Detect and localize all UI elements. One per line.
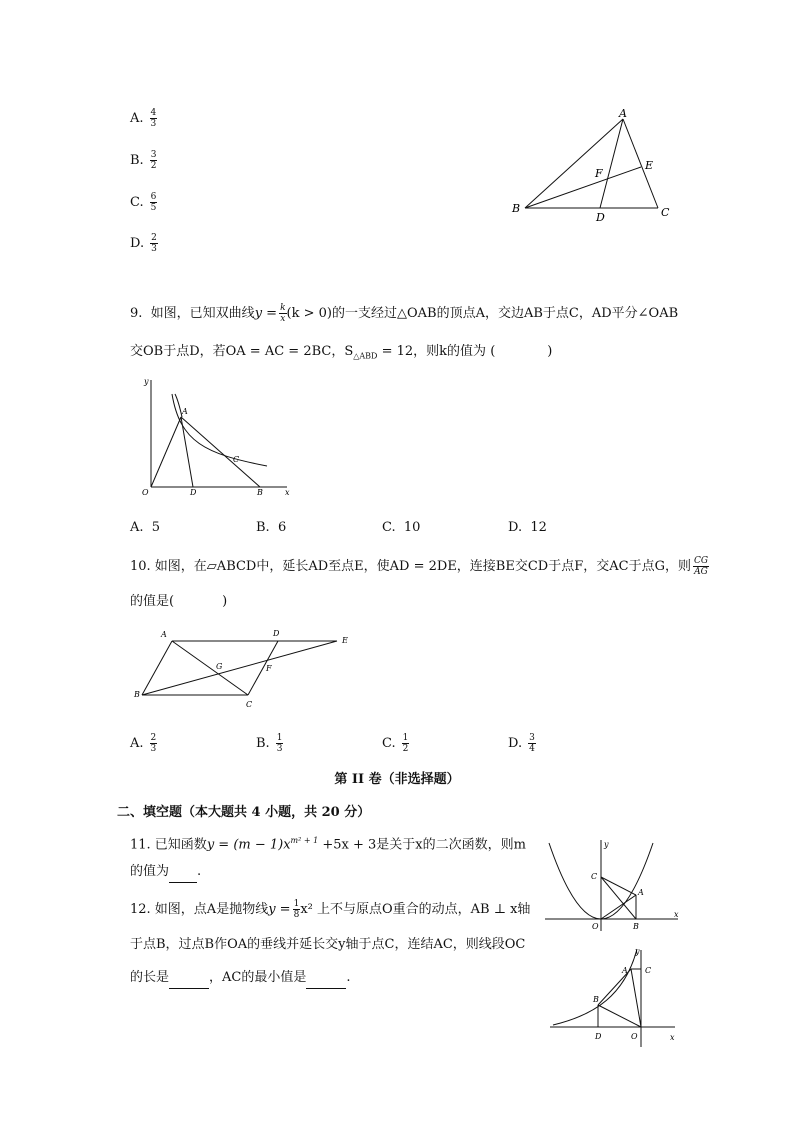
q12-stem-line1: 12. 如图，点A是抛物线y = $\frac{1}{8}$ x² 上不与原点O重合的动点，AB ⊥ x轴 <box>130 899 531 920</box>
q8-label-d: D <box>596 211 605 224</box>
q10-option-d[interactable]: D. $\frac{3}{4}$ <box>508 733 535 754</box>
q8-label-a: A <box>619 107 627 120</box>
q8-label-b: B <box>512 202 521 215</box>
q9-label-d: D <box>190 488 197 497</box>
q10-option-a[interactable]: A. $\frac{2}{3}$ <box>130 733 157 754</box>
q10-label-c: C <box>246 700 253 709</box>
q11-label-y: y <box>604 840 609 849</box>
q11-label-x: x <box>674 910 679 919</box>
q12-label-y: y <box>635 947 640 956</box>
q8-option-c[interactable]: C. $\frac{6}{5}$ <box>130 192 157 213</box>
q10-label-g: G <box>216 662 223 671</box>
q12-curve-figure <box>545 945 680 1050</box>
q9-label-b: B <box>257 488 263 497</box>
q12-stem-line3: 的长是 ，AC的最小值是 . <box>130 968 351 989</box>
q12-answer-blank-oc[interactable] <box>169 968 209 989</box>
q11-stem-line1: 11. 已知函数$y = (m - 1)x^{m^2 + 1} +5x + 3$是关于x的二次函数，则m <box>130 836 526 853</box>
q10-label-d: D <box>273 629 280 638</box>
q11-parabola-figure <box>540 835 685 935</box>
q9-label-c: C <box>233 455 240 464</box>
q10-option-c[interactable]: C. $\frac{1}{2}$ <box>382 733 409 754</box>
q8-label-c: C <box>661 206 670 219</box>
q9-stem-line1: 9. 如图，已知双曲线y = $\frac{k}{x}$ (k > 0)的一支经过△OAB的顶点A，交边AB于点C，AD平分∠OAB <box>130 303 679 324</box>
q10-stem-line1: 10. 如图，在▱ABCD中，延长AD至点E，使AD = 2DE，连接BE交CD于点F，交AC于点G，则 $\frac{CG}{AG}$ <box>130 556 709 577</box>
q11-label-b: B <box>633 922 639 931</box>
q9-option-b[interactable]: B. 6 <box>256 520 287 535</box>
q10-label-a: A <box>161 630 167 639</box>
q12-answer-blank-ac[interactable] <box>306 968 346 989</box>
q10-label-b: B <box>134 690 140 699</box>
q9-label-o: O <box>142 488 149 497</box>
q9-option-c[interactable]: C. 10 <box>382 520 421 535</box>
q9-option-a[interactable]: A. 5 <box>130 520 161 535</box>
part-title: 二、填空题（本大题共 4 小题，共 20 分） <box>117 805 371 820</box>
q11-label-a: A <box>638 888 644 897</box>
q11-answer-blank[interactable] <box>169 862 197 883</box>
volume-title: 第 II 卷（非选择题） <box>334 772 460 787</box>
q8-option-d[interactable]: D. $\frac{2}{3}$ <box>130 233 157 254</box>
q8-option-a[interactable]: A. $\frac{4}{3}$ <box>130 108 157 129</box>
q9-label-y: y <box>144 377 149 386</box>
q11-label-o: O <box>592 922 599 931</box>
q12-label-x: x <box>670 1033 675 1042</box>
q10-option-b[interactable]: B. $\frac{1}{3}$ <box>256 733 283 754</box>
q8-label-f: F <box>595 167 603 180</box>
q10-label-e: E <box>342 636 348 645</box>
q11-label-c: C <box>591 872 598 881</box>
q9-label-x: x <box>285 488 290 497</box>
q10-label-f: F <box>266 664 272 673</box>
q12-label-b: B <box>593 995 599 1004</box>
q9-stem-line2: 交OB于点D，若OA = AC = 2BC，$S_{\triangle ABD} = 12$，则k的值为 ( ) <box>130 344 553 361</box>
q9-hyperbola-figure <box>135 372 300 500</box>
q12-label-c: C <box>645 966 652 975</box>
q8-triangle-figure <box>500 105 690 230</box>
q12-stem-line2: 于点B，过点B作OA的垂线并延长交y轴于点C，连结AC，则线段OC <box>130 937 526 952</box>
q12-label-a: A <box>622 966 628 975</box>
q10-parallelogram-figure <box>130 625 360 715</box>
q9-option-d[interactable]: D. 12 <box>508 520 547 535</box>
q12-label-o: O <box>631 1032 638 1041</box>
q9-label-a: A <box>182 407 188 416</box>
q10-stem-line2: 的值是( ) <box>130 594 228 609</box>
q12-label-d: D <box>595 1032 602 1041</box>
q11-stem-line2: 的值为 . <box>130 862 201 883</box>
q8-label-e: E <box>645 159 654 172</box>
q8-option-b[interactable]: B. $\frac{3}{2}$ <box>130 150 157 171</box>
